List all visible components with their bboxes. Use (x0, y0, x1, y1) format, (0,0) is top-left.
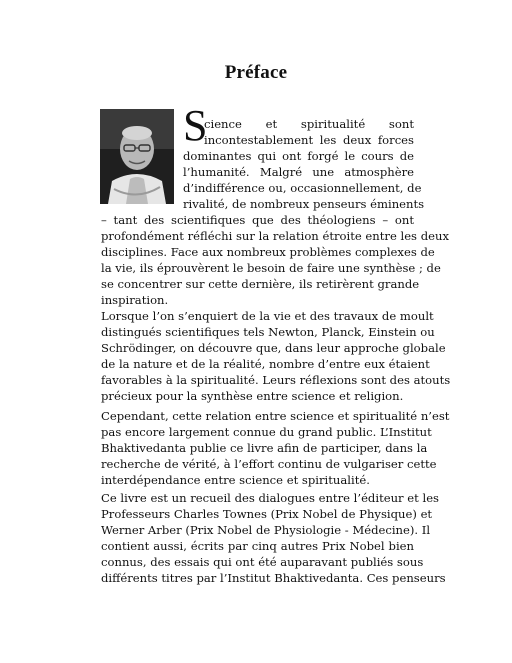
text-line: Bhaktivedanta publie ce livre afin de participer, dans la (101, 441, 428, 455)
text-line: précieux pour la synthèse entre science et religion. (101, 389, 404, 403)
text-line: Werner Arber (Prix Nobel de Physiologie - Médecine). Il (101, 523, 431, 537)
text-line: Professeurs Charles Townes (Prix Nobel de Physique) et (101, 507, 433, 521)
text-line: dominantes qui ont forgé le cours de (183, 149, 414, 163)
text-line: différents titres par l’Institut Bhaktivedanta. Ces penseurs (101, 571, 446, 585)
text-line: disciplines. Face aux nombreux problèmes complexes de (101, 245, 435, 259)
text-line: recherche de vérité, à l’effort continu de vulgariser cette (101, 457, 437, 471)
text-line: connus, des essais qui ont été auparavant publiés sous (101, 555, 424, 569)
text-line: Schrödinger, on découvre que, dans leur approche globale (101, 341, 446, 355)
page-title: Préface (224, 62, 288, 83)
text-line: Ce livre est un recueil des dialogues entre l’éditeur et les (101, 491, 440, 505)
drop-cap: S (183, 101, 208, 150)
text-line: favorables à la spiritualité. Leurs réflexions sont des atouts (101, 373, 451, 387)
text-line: rivalité, de nombreux penseurs éminents (183, 197, 425, 211)
paragraph-2 (101, 308, 451, 404)
text-line: de la nature et de la réalité, nombre d’entre eux étaient (101, 357, 430, 371)
text-line: inspiration. (101, 293, 169, 307)
text-line: contient aussi, écrits par cinq autres Prix Nobel bien (101, 539, 414, 553)
paragraph-4 (101, 490, 446, 586)
text-line: Lorsque l’on s’enquiert de la vie et des travaux de moult (101, 309, 434, 323)
text-line: pas encore largement connue du grand public. L’Institut (101, 425, 432, 439)
intro-text (183, 116, 425, 212)
text-line: incontestablement les deux forces (204, 133, 414, 147)
text-line: – tant des scientifiques que des théologiens – ont (101, 213, 414, 227)
text-line: la vie, ils éprouvèrent le besoin de faire une synthèse ; de (101, 261, 441, 275)
text-line: se concentrer sur cette dernière, ils retirèrent grande (101, 277, 420, 291)
text-line: distingués scientifiques tels Newton, Planck, Einstein ou (101, 325, 435, 339)
text-line: l’humanité. Malgré une atmosphère (183, 165, 414, 179)
text-line: Cependant, cette relation entre science et spiritualité n’est (101, 409, 450, 423)
text-line: d’indifférence ou, occasionnellement, de (183, 181, 422, 195)
text-line: profondément réfléchi sur la relation étroite entre les deux (101, 229, 449, 243)
paragraph-1 (101, 212, 449, 308)
text-line: cience et spiritualité sont (204, 117, 414, 131)
author-portrait (100, 109, 174, 204)
paragraph-3 (101, 408, 450, 488)
text-line: interdépendance entre science et spiritualité. (101, 473, 370, 487)
